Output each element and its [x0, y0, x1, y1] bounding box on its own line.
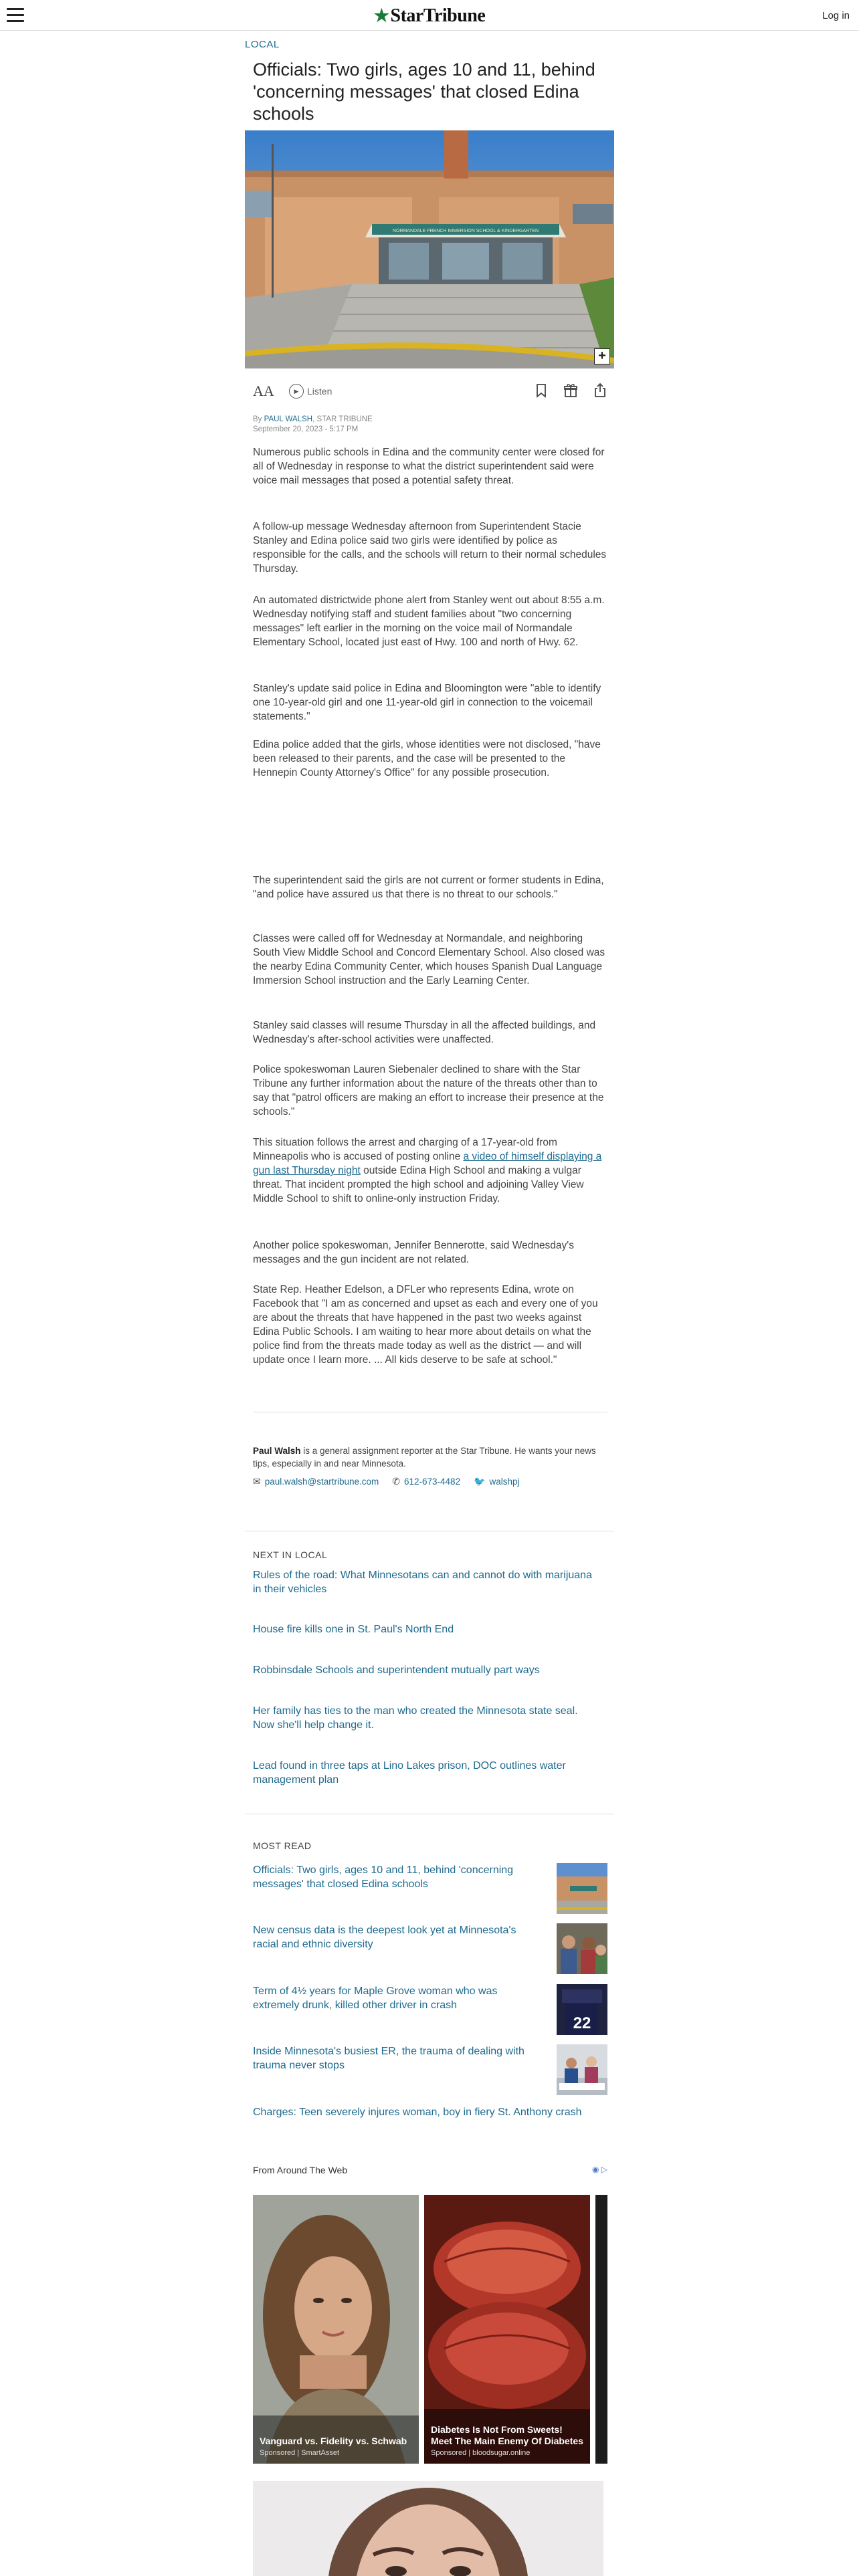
- video-link[interactable]: a video of himself displaying a gun last Thursday night: [253, 1151, 602, 1176]
- most-read-item[interactable]: Officials: Two girls, ages 10 and 11, behind 'concerning messages' that closed Edina schools: [253, 1863, 607, 1915]
- author-link[interactable]: PAUL WALSH: [264, 415, 313, 423]
- article-paragraph: Numerous public schools in Edina and the community center were closed for all of Wednesday in response to what the district superintendent said were voice mail messages that posed a potential safety threat.: [253, 447, 605, 486]
- article-paragraph: A follow-up message Wednesday afternoon from Superintendent Stacie Stanley and Edina police said two girls were identified by police as responsible for the calls, and the schools will return to their normal schedules Thursday.: [253, 521, 607, 574]
- next-in-local-heading: NEXT IN LOCAL: [253, 1549, 328, 1560]
- thumbnail[interactable]: [557, 2044, 607, 2095]
- sponsored-card[interactable]: [253, 2481, 603, 2576]
- thumbnail[interactable]: [557, 1923, 607, 1974]
- sponsored-card-partial[interactable]: [595, 2195, 607, 2464]
- sponsored-card[interactable]: Vanguard vs. Fidelity vs. Schwab Sponsored | SmartAsset: [253, 2195, 419, 2464]
- article-paragraph: Classes were called off for Wednesday at Normandale, and neighboring South View Middle School and Concord Elementary School. Also closed was the nearby Edina Community Center, which houses Spanish Dual Language Immersion School instruction and the Early Learning Center.: [253, 933, 605, 986]
- email-link[interactable]: ✉ paul.walsh@startribune.com: [253, 1476, 379, 1487]
- thumbnail[interactable]: [557, 1984, 607, 2035]
- next-link[interactable]: Her family has ties to the man who created the Minnesota state seal. Now she'll help change it.: [253, 1705, 578, 1731]
- article-paragraph: Police spokeswoman Lauren Siebenaler declined to share with the Star Tribune any further information about the nature of the threats other than to say that "patrol officers are making an effort to increase their presence at the schools.": [253, 1064, 604, 1117]
- next-link[interactable]: House fire kills one in St. Paul's North End: [253, 1624, 454, 1635]
- play-icon: ▶: [289, 384, 304, 399]
- next-link[interactable]: Lead found in three taps at Lino Lakes prison, DOC outlines water management plan: [253, 1760, 566, 1786]
- most-read-heading: MOST READ: [253, 1840, 312, 1851]
- most-read-item[interactable]: Charges: Teen severely injures woman, boy in fiery St. Anthony crash: [253, 2107, 582, 2118]
- listen-button[interactable]: ▶ Listen: [289, 384, 332, 399]
- text-size-button[interactable]: AA: [253, 383, 274, 399]
- article-paragraph: An automated districtwide phone alert from Stanley went out about 8:55 a.m. Wednesday notifying staff and student families about "two concerning messages" left earlier in the morning on the voice mail of Normandale Elementary School, located just east of Hwy. 100 and north of Hwy. 62.: [253, 595, 605, 648]
- author-contacts: [253, 1476, 520, 1487]
- most-read-item[interactable]: New census data is the deepest look yet at Minnesota's racial and ethnic diversity: [253, 1923, 607, 1975]
- sponsored-heading: From Around The Web: [253, 2165, 348, 2175]
- share-icon[interactable]: [593, 383, 607, 399]
- article-toolbar: [253, 380, 607, 404]
- next-link[interactable]: Rules of the road: What Minnesotans can and cannot do with marijuana in their vehicles: [253, 1570, 592, 1595]
- top-bar: [0, 0, 859, 31]
- ad-choices-icon[interactable]: ◉ ▷: [591, 2165, 607, 2174]
- jersey-number: 22: [573, 2014, 591, 2032]
- article-paragraph: This situation follows the arrest and charging of a 17-year-old from Minneapolis who is accused of posting online a video of himself displaying a gun last Thursday night outside Edina High School and making a vulgar threat. That incident prompted the high school and adjoining Valley View Middle School to shift to online-only instruction Friday.: [253, 1137, 602, 1204]
- most-read-item[interactable]: Inside Minnesota's busiest ER, the trauma of dealing with trauma never stops: [253, 2044, 607, 2097]
- next-link[interactable]: Robbinsdale Schools and superintendent mutually part ways: [253, 1665, 540, 1676]
- twitter-icon: 🐦: [474, 1476, 486, 1487]
- byline: By PAUL WALSH, STAR TRIBUNE September 20, 2023 - 5:17 PM: [253, 415, 373, 433]
- email-icon: ✉: [253, 1476, 261, 1487]
- expand-photo-button[interactable]: +: [594, 348, 610, 364]
- site-logo[interactable]: ★StarTribune: [373, 5, 486, 26]
- article-paragraph: Stanley's update said police in Edina and Bloomington were "able to identify one 10-year-old girl and one 11-year-old girl in connection to the voicemail statements.": [253, 683, 601, 722]
- star-icon: ★: [373, 6, 389, 25]
- sponsored-card[interactable]: Diabetes Is Not From Sweets! Meet The Main Enemy Of Diabetes Sponsored | bloodsugar.online: [424, 2195, 590, 2464]
- sponsored-section: [253, 2165, 607, 2175]
- most-read-item[interactable]: Term of 4½ years for Maple Grove woman who was extremely drunk, killed other driver in crash 22: [253, 1984, 607, 2036]
- phone-link[interactable]: ✆ 612-673-4482: [392, 1476, 461, 1487]
- twitter-link[interactable]: 🐦 walshpj: [474, 1476, 520, 1487]
- article-paragraph: The superintendent said the girls are not current or former students in Edina, "and police have assured us that there is no threat to our schools.": [253, 875, 604, 900]
- hero-photo: [245, 130, 614, 368]
- gift-icon[interactable]: [563, 383, 578, 399]
- article-paragraph: Stanley said classes will resume Thursday in all the affected buildings, and Wednesday's after-school activities were unaffected.: [253, 1020, 596, 1045]
- author-bio: Paul Walsh is a general assignment reporter at the Star Tribune. He wants your news tips, especially in and near Minnesota.: [253, 1446, 596, 1469]
- publish-date: September 20, 2023 - 5:17 PM: [253, 425, 359, 433]
- article-paragraph: Another police spokeswoman, Jennifer Bennerotte, said Wednesday's messages and the gun incident are not related.: [253, 1240, 575, 1265]
- article-headline: Officials: Two girls, ages 10 and 11, behind 'concerning messages' that closed Edina schools: [253, 60, 595, 124]
- phone-icon: ✆: [392, 1476, 400, 1487]
- section-label[interactable]: LOCAL: [245, 39, 280, 50]
- article-paragraph: State Rep. Heather Edelson, a DFLer who represents Edina, wrote on Facebook that "I am as concerned and upset as each and every one of you are about the threats that have happened in the past two weeks against Edina Public Schools. I am waiting to hear more about details on what the police find from the threats made today as well as the district — and will update once I learn more. ... All kids deserve to be safe at school.": [253, 1284, 598, 1366]
- article-paragraph: Edina police added that the girls, whose identities were not disclosed, "have been released to their parents, and the case will be presented to the Hennepin County Attorney's Office" for any possible prosecution.: [253, 739, 601, 778]
- login-link[interactable]: Log in: [822, 10, 850, 21]
- bookmark-icon[interactable]: [534, 383, 549, 399]
- school-sign: NORMANDALE FRENCH IMMERSION SCHOOL & KINDERGARTEN: [392, 229, 539, 233]
- thumbnail[interactable]: [557, 1863, 607, 1914]
